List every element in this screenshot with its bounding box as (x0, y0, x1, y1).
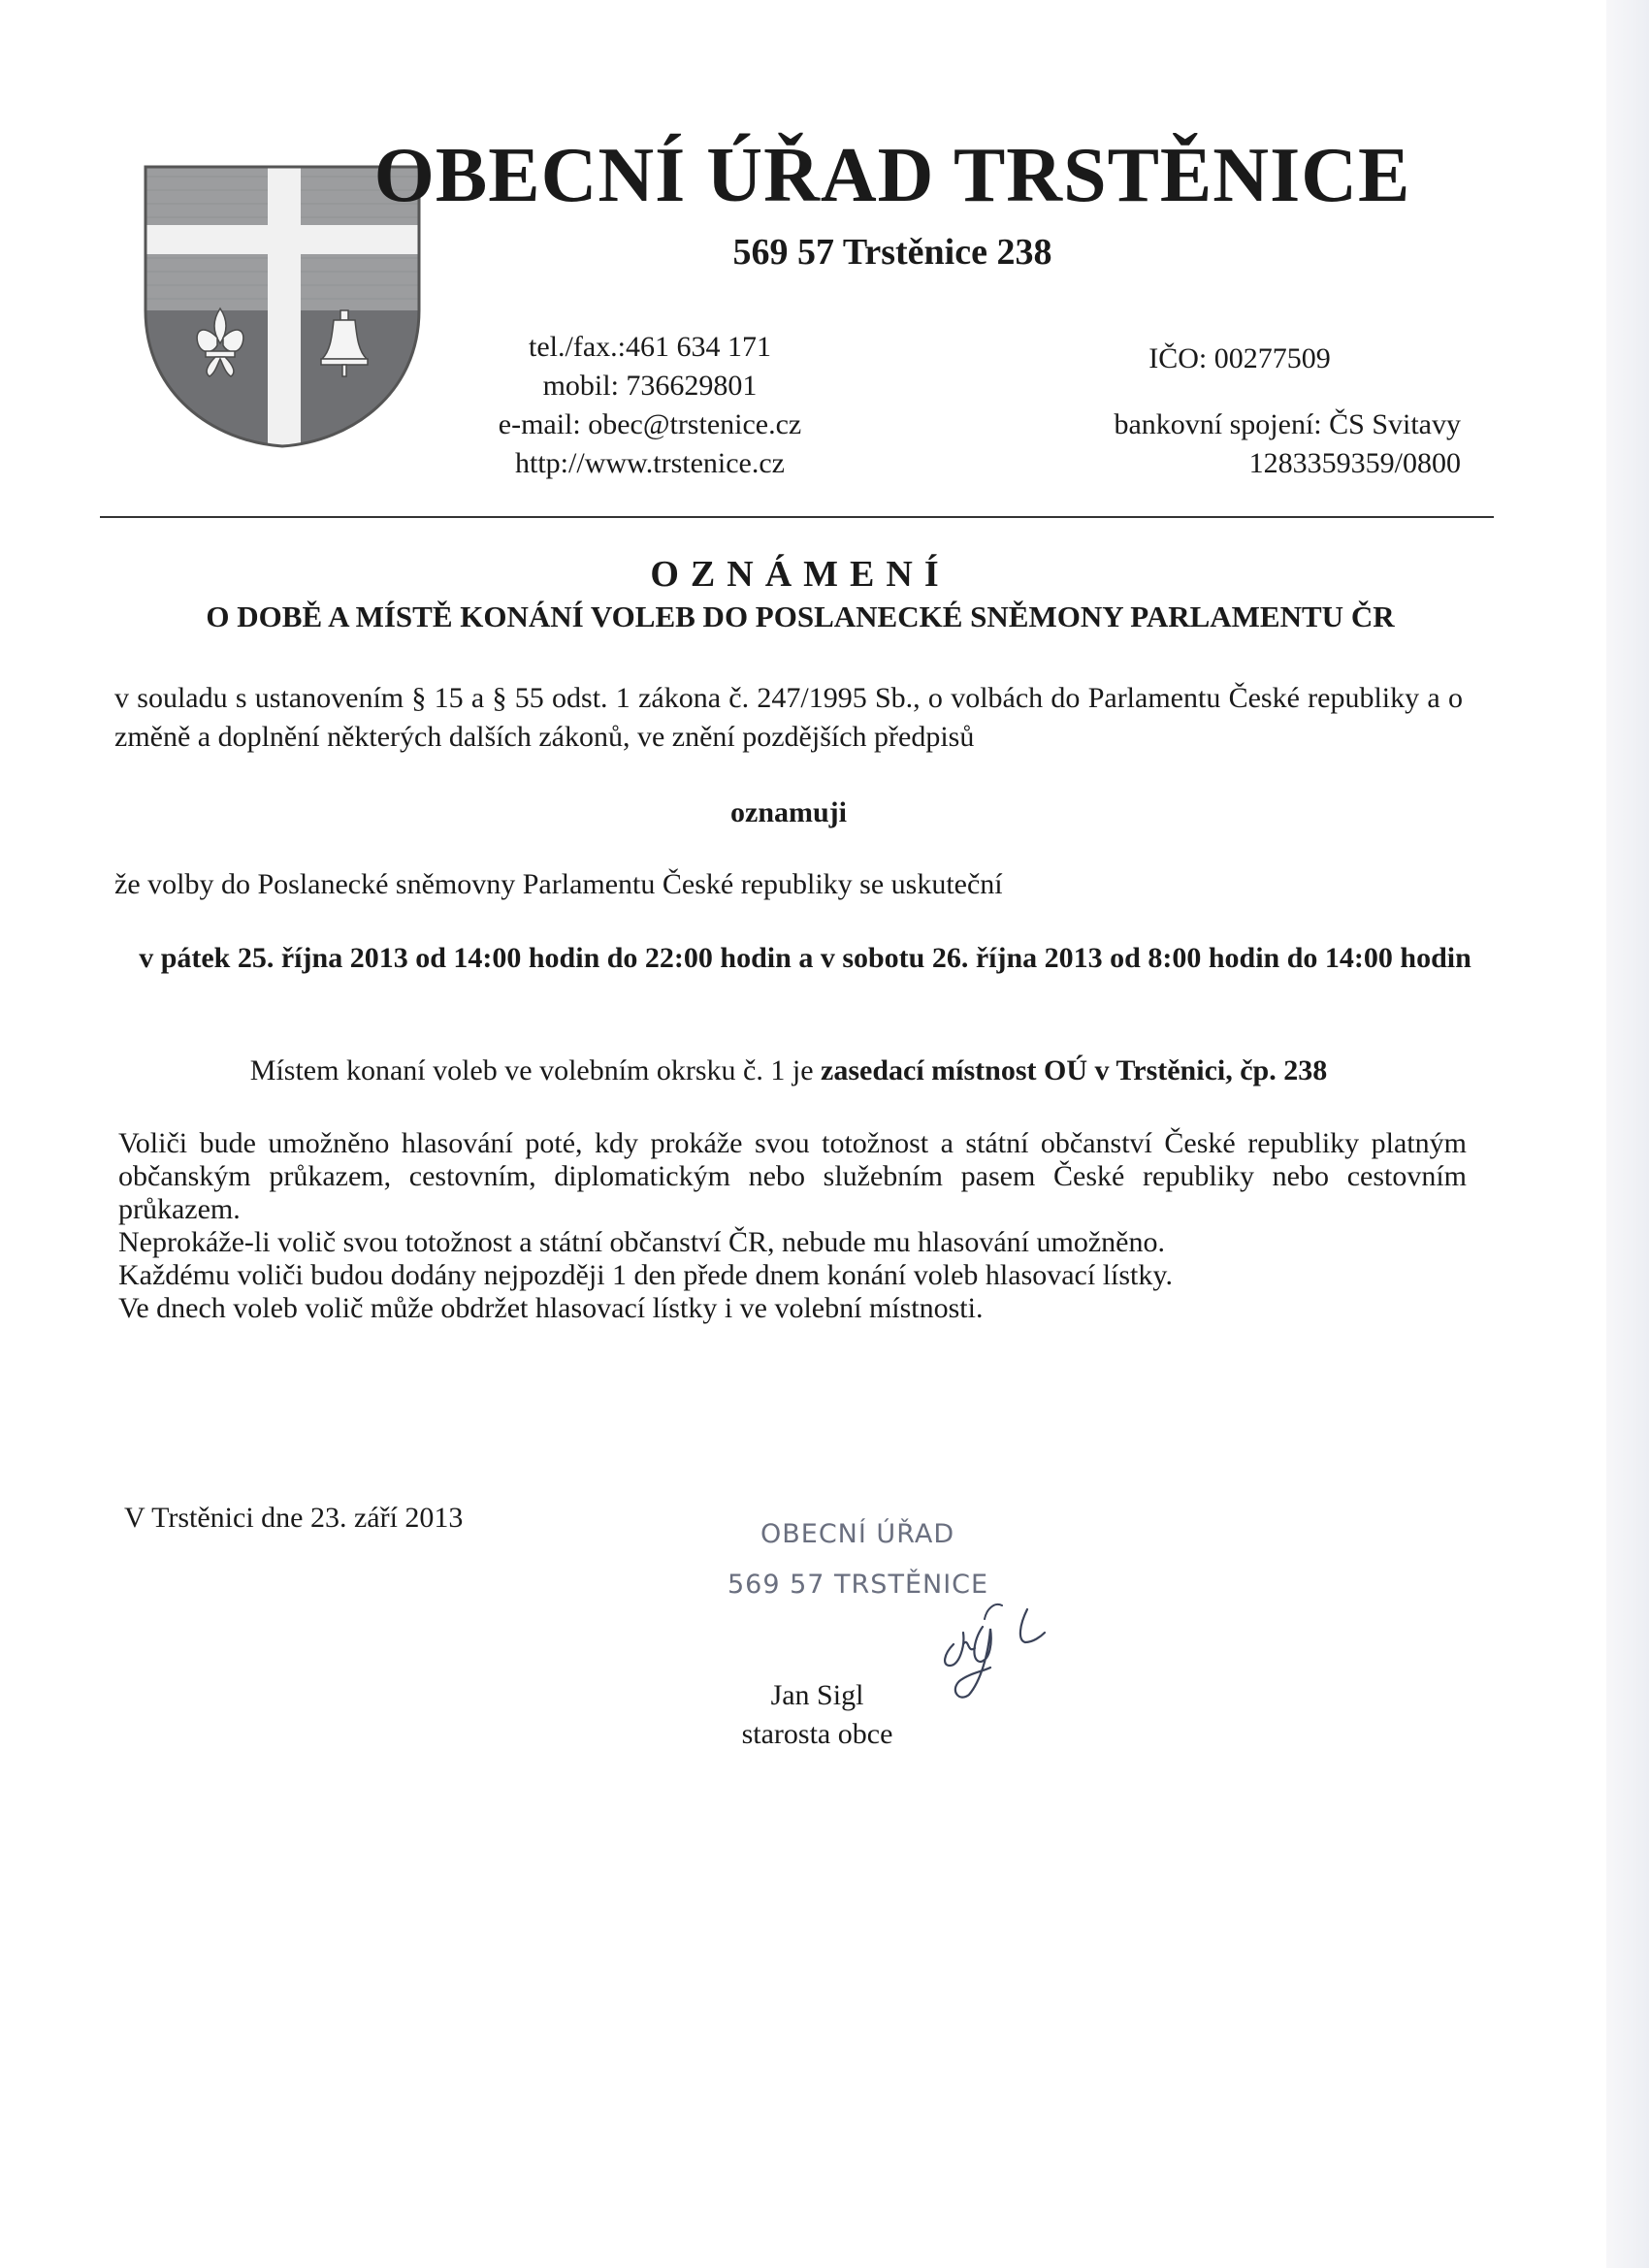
voting-rules (118, 1127, 1467, 1325)
contact-block (427, 328, 873, 483)
rule-ballots-delivery: Každému voliči budou dodány nejpozději 1 den přede dnem konání voleb hlasovací lístky. (118, 1259, 1173, 1291)
bank-name: bankovní spojení: ČS Svitavy (1114, 408, 1461, 440)
polling-place (114, 1052, 1463, 1090)
signer-name: Jan Sigl (770, 1679, 864, 1711)
stamp-line-office: OBECNÍ ÚŘAD (760, 1519, 955, 1549)
dateline: V Trstěnici dne 23. září 2013 (124, 1502, 464, 1534)
email: e-mail: obec@trstenice.cz (498, 408, 802, 440)
bank-account: 1283359359/0800 (1248, 447, 1461, 479)
signer-role: starosta obce (741, 1718, 893, 1750)
announce-word: oznamuji (730, 796, 847, 828)
signer-block (698, 1676, 936, 1754)
ico-number: IČO: 00277509 (1148, 342, 1331, 374)
mobile: mobil: 736629801 (542, 370, 758, 402)
office-title: OBECNÍ ÚŘAD TRSTĚNICE (373, 133, 1411, 218)
handwritten-signature (926, 1586, 1082, 1722)
legal-basis: v souladu s ustanovením § 15 a § 55 odst. 1 zákona č. 247/1995 Sb., o volbách do Parlamentu České republiky a o změně a doplnění některých dalších zákonů, ve znění pozdějších předpisů (114, 682, 1463, 753)
registration-block (1018, 340, 1461, 483)
rule-ballots-at-station: Ve dnech voleb volič může obdržet hlasovací lístky i ve volební místnosti. (118, 1292, 984, 1324)
notice-subheading: O DOBĚ A MÍSTĚ KONÁNÍ VOLEB DO POSLANECKÉ SNĚMONY PARLAMENTU ČR (206, 599, 1395, 633)
phone-fax: tel./fax.:461 634 171 (529, 331, 771, 363)
rule-identity: Voliči bude umožněno hlasování poté, kdy prokáže svou totožnost a státní občanství České republiky platným občanským průkazem, cestovním, diplomatickým nebo služebním pasem České republiky nebo cestovním průkazem. (118, 1127, 1467, 1225)
polling-place-location: zasedací místnost OÚ v Trstěnici, čp. 238 (821, 1054, 1328, 1086)
office-address: 569 57 Trstěnice 238 (732, 232, 1052, 273)
rule-no-identity: Neprokáže-li volič svou totožnost a státní občanství ČR, nebude mu hlasování umožněno. (118, 1226, 1165, 1258)
election-statement: že volby do Poslanecké sněmovny Parlamentu České republiky se uskuteční (114, 868, 1003, 900)
election-dates: v pátek 25. října 2013 od 14:00 hodin do 22:00 hodin a v sobotu 26. října 2013 od 8:00 hodin do 14:00 hodin (139, 942, 1471, 974)
stamp-line-address: 569 57 TRSTĚNICE (728, 1570, 989, 1600)
header-divider (100, 516, 1494, 518)
notice-heading: OZNÁMENÍ (650, 554, 951, 595)
polling-place-prefix: Místem konaní voleb ve volebním okrsku č. 1 je (249, 1054, 822, 1086)
scan-edge (1606, 0, 1649, 2268)
website: http://www.trstenice.cz (515, 447, 785, 479)
